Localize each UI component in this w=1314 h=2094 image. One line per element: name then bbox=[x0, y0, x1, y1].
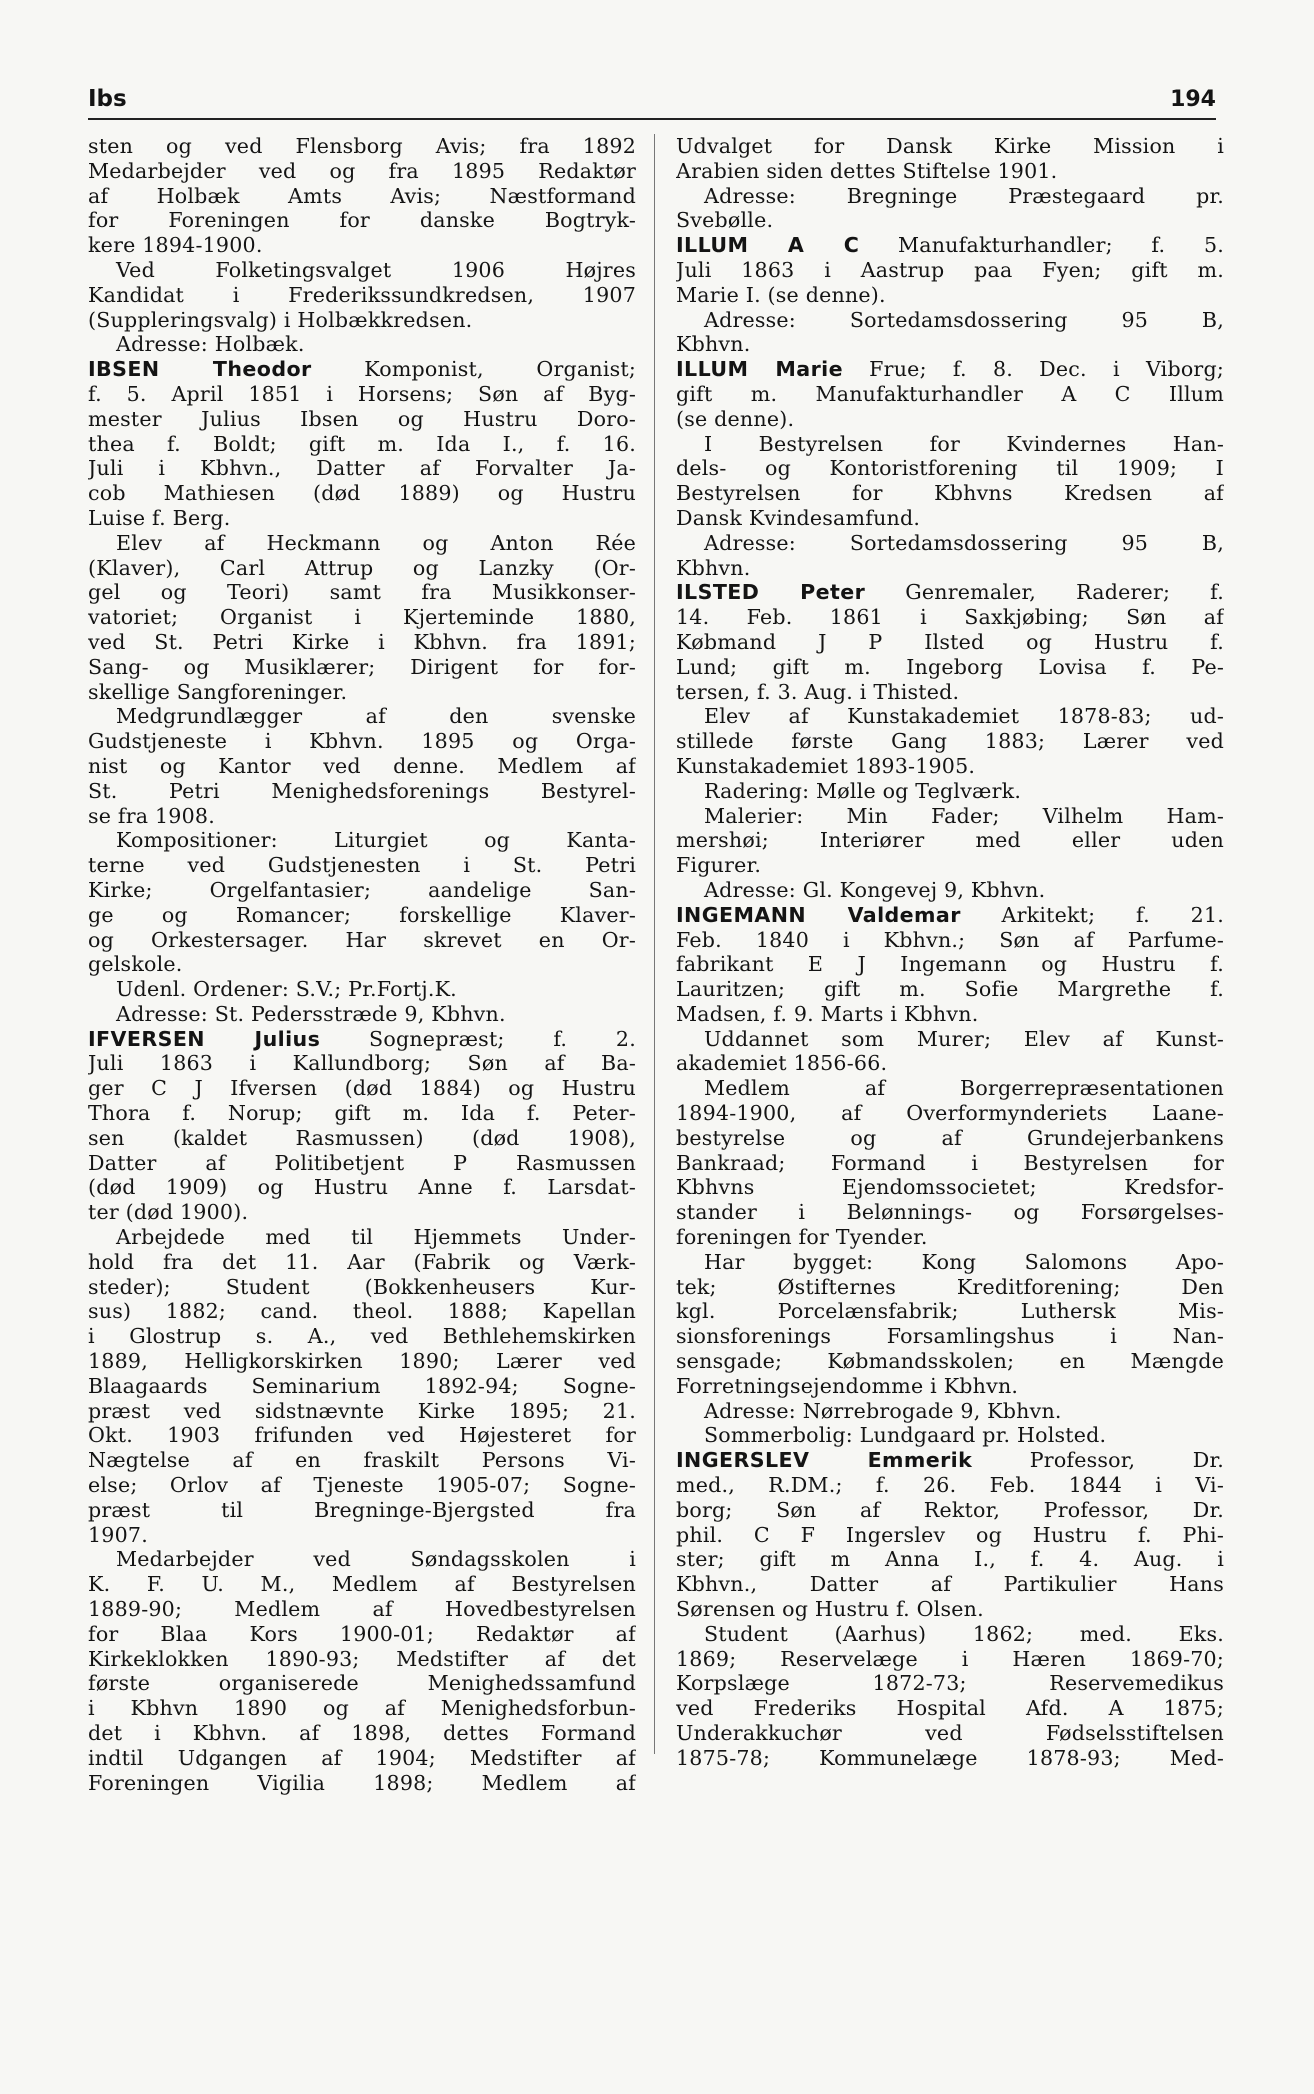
line-text: Figurer. bbox=[676, 853, 762, 878]
text-line bbox=[676, 1076, 1224, 1101]
text-line bbox=[676, 432, 1224, 457]
line-text: skellige Sangforeninger. bbox=[88, 679, 348, 704]
text-line bbox=[88, 556, 636, 581]
line-text: Adresse: Nørrebrogade 9, Kbhvn. bbox=[704, 1398, 1062, 1423]
line-text: Dansk Kvindesamfund. bbox=[676, 505, 921, 530]
text-line bbox=[676, 1225, 1224, 1250]
text-line bbox=[88, 1647, 636, 1672]
line-text: vatoriet; Organist i Kjerteminde 1880, bbox=[88, 605, 636, 630]
text-line bbox=[88, 952, 636, 977]
line-text: ster; gift m Anna I., f. 4. Aug. i bbox=[676, 1547, 1224, 1572]
line-text: ge og Romancer; forskellige Klaver- bbox=[88, 902, 636, 927]
text-line bbox=[676, 1324, 1224, 1349]
line-text: mester Julius Ibsen og Hustru Doro- bbox=[88, 406, 636, 431]
text-line bbox=[676, 680, 1224, 705]
line-text: fabrikant E J Ingemann og Hustru f. bbox=[676, 952, 1224, 977]
line-text: Datter af Politibetjent P Rasmussen bbox=[88, 1150, 636, 1175]
line-text: Kbhvns Ejendomssocietet; Kredsfor- bbox=[676, 1175, 1224, 1200]
line-text: Luise f. Berg. bbox=[88, 505, 231, 530]
text-line bbox=[88, 1051, 636, 1076]
left-column bbox=[88, 134, 636, 2064]
line-text: akademiet 1856-66. bbox=[676, 1051, 888, 1076]
line-text: foreningen for Tyender. bbox=[676, 1225, 928, 1250]
line-text: Foreningen Vigilia 1898; Medlem af bbox=[88, 1770, 636, 1795]
text-line bbox=[88, 1250, 636, 1275]
line-text: Udvalget for Dansk Kirke Mission i bbox=[676, 134, 1224, 158]
line-text: Korpslæge 1872-73; Reservemedikus bbox=[676, 1671, 1224, 1696]
line-text: Nægtelse af en fraskilt Persons Vi- bbox=[88, 1448, 636, 1473]
text-line bbox=[88, 1523, 636, 1548]
line-text: ved Frederiks Hospital Afd. A 1875; bbox=[676, 1696, 1224, 1721]
line-text: I Bestyrelsen for Kvindernes Han- bbox=[704, 431, 1224, 456]
line-text: med., R.DM.; f. 26. Feb. 1844 i Vi- bbox=[676, 1473, 1224, 1498]
text-line bbox=[88, 1349, 636, 1374]
line-text: Lauritzen; gift m. Sofie Margrethe f. bbox=[676, 977, 1224, 1002]
line-text: i Kbhvn 1890 og af Menighedsforbun- bbox=[88, 1696, 636, 1721]
text-line bbox=[676, 952, 1224, 977]
line-text: Medarbejder ved Søndagsskolen i bbox=[116, 1547, 636, 1572]
line-text: (se denne). bbox=[676, 406, 795, 431]
line-text: nist og Kantor ved denne. Medlem af bbox=[88, 753, 636, 778]
line-text: hold fra det 11. Aar (Fabrik og Værk- bbox=[88, 1249, 636, 1274]
text-line bbox=[88, 1126, 636, 1151]
text-line bbox=[676, 630, 1224, 655]
line-text: præst ved sidstnævnte Kirke 1895; 21. bbox=[88, 1398, 636, 1423]
text-line bbox=[88, 704, 636, 729]
line-text: tek; Østifternes Kreditforening; Den bbox=[676, 1274, 1224, 1299]
line-text: Sommerbolig: Lundgaard pr. Holsted. bbox=[704, 1423, 1107, 1448]
text-line bbox=[88, 1498, 636, 1523]
text-line bbox=[88, 1671, 636, 1696]
text-line bbox=[88, 977, 636, 1002]
text-line bbox=[676, 1349, 1224, 1374]
line-text: Okt. 1903 frifunden ved Højesteret for bbox=[88, 1423, 636, 1448]
text-line bbox=[676, 928, 1224, 953]
line-text: og Orkestersager. Har skrevet en Or- bbox=[88, 927, 636, 952]
text-line bbox=[88, 1324, 636, 1349]
line-text: i Glostrup s. A., ved Bethlehemskirken bbox=[88, 1324, 636, 1349]
line-text: sensgade; Købmandsskolen; en Mængde bbox=[676, 1349, 1224, 1374]
text-line bbox=[88, 1101, 636, 1126]
line-text: Adresse: Holbæk. bbox=[116, 332, 305, 357]
line-text: Uddannet som Murer; Elev af Kunst- bbox=[704, 1026, 1224, 1051]
line-text: første organiserede Menighedssamfund bbox=[88, 1671, 636, 1696]
line-text: Professor, Dr. bbox=[972, 1448, 1224, 1473]
text-line bbox=[88, 779, 636, 804]
line-text: Medgrundlægger af den svenske bbox=[116, 704, 636, 729]
line-text: (død 1909) og Hustru Anne f. Larsdat- bbox=[88, 1175, 636, 1200]
text-line bbox=[88, 853, 636, 878]
text-line bbox=[88, 233, 636, 258]
text-line bbox=[676, 1473, 1224, 1498]
line-text: Arabien siden dettes Stiftelse 1901. bbox=[676, 158, 1058, 183]
text-line bbox=[676, 804, 1224, 829]
line-text: ter (død 1900). bbox=[88, 1200, 249, 1225]
line-text: kere 1894-1900. bbox=[88, 233, 263, 258]
text-line bbox=[676, 878, 1224, 903]
text-line bbox=[88, 1374, 636, 1399]
text-line bbox=[88, 1225, 636, 1250]
line-text: Malerier: Min Fader; Vilhelm Ham- bbox=[704, 803, 1224, 828]
text-line bbox=[88, 456, 636, 481]
line-text: Svebølle. bbox=[676, 208, 774, 233]
line-text: else; Orlov af Tjeneste 1905-07; Sogne- bbox=[88, 1473, 636, 1498]
line-text: Kompositioner: Liturgiet og Kanta- bbox=[116, 828, 636, 853]
text-line bbox=[88, 1448, 636, 1473]
line-text: Kbhvn., Datter af Partikulier Hans bbox=[676, 1572, 1224, 1597]
line-text: Madsen, f. 9. Marts i Kbhvn. bbox=[676, 1001, 979, 1026]
text-line bbox=[676, 506, 1224, 531]
line-text: Manufakturhandler; f. 5. bbox=[859, 233, 1224, 258]
text-line bbox=[676, 1721, 1224, 1746]
line-text: St. Petri Menighedsforenings Bestyrel- bbox=[88, 778, 636, 803]
line-text: Adresse: Sortedamsdossering 95 B, bbox=[704, 307, 1224, 332]
line-text: Lund; gift m. Ingeborg Lovisa f. Pe- bbox=[676, 654, 1224, 679]
text-line bbox=[676, 1101, 1224, 1126]
text-line bbox=[676, 729, 1224, 754]
text-line bbox=[88, 159, 636, 184]
line-text: Adresse: Gl. Kongevej 9, Kbhvn. bbox=[704, 877, 1046, 902]
text-line bbox=[676, 1151, 1224, 1176]
line-text: terne ved Gudstjenesten i St. Petri bbox=[88, 853, 636, 878]
text-line bbox=[88, 208, 636, 233]
line-text: Har bygget: Kong Salomons Apo- bbox=[704, 1249, 1224, 1274]
line-text: Kunstakademiet 1893-1905. bbox=[676, 753, 976, 778]
text-line bbox=[676, 159, 1224, 184]
line-text: Kirke; Orgelfantasier; aandelige San- bbox=[88, 877, 636, 902]
line-text: 1875-78; Kommunelæge 1878-93; Med- bbox=[676, 1745, 1224, 1770]
entry-name: IFVERSEN Julius bbox=[88, 1026, 321, 1051]
text-line bbox=[88, 1151, 636, 1176]
line-text: ved St. Petri Kirke i Kbhvn. fra 1891; bbox=[88, 629, 636, 654]
text-line bbox=[676, 1498, 1224, 1523]
line-text: steder); Student (Bokkenheusers Kur- bbox=[88, 1274, 636, 1299]
text-line bbox=[676, 779, 1224, 804]
line-text: 1907. bbox=[88, 1522, 148, 1547]
text-line bbox=[676, 556, 1224, 581]
entry-name: INGERSLEV Emmerik bbox=[676, 1448, 973, 1473]
line-text: kgl. Porcelænsfabrik; Luthersk Mis- bbox=[676, 1299, 1224, 1324]
text-line bbox=[676, 1250, 1224, 1275]
line-text: Adresse: St. Pedersstræde 9, Kbhvn. bbox=[116, 1001, 506, 1026]
text-line bbox=[88, 1299, 636, 1324]
line-text: Arkitekt; f. 21. bbox=[960, 902, 1224, 927]
line-text: gift m. Manufakturhandler A C Illum bbox=[676, 381, 1224, 406]
text-line bbox=[88, 1002, 636, 1027]
text-line bbox=[88, 432, 636, 457]
text-line bbox=[676, 704, 1224, 729]
line-text: Elev af Heckmann og Anton Rée bbox=[116, 530, 636, 555]
text-line bbox=[676, 828, 1224, 853]
text-line bbox=[676, 1126, 1224, 1151]
text-line bbox=[676, 283, 1224, 308]
text-line bbox=[676, 134, 1224, 159]
line-text: Bestyrelsen for Kbhvns Kredsen af bbox=[676, 481, 1224, 506]
text-line bbox=[88, 1175, 636, 1200]
right-column bbox=[676, 134, 1224, 2064]
text-line bbox=[88, 1399, 636, 1424]
line-text: K. F. U. M., Medlem af Bestyrelsen bbox=[88, 1572, 636, 1597]
line-text: Feb. 1840 i Kbhvn.; Søn af Parfume- bbox=[676, 927, 1224, 952]
line-text: sus) 1882; cand. theol. 1888; Kapellan bbox=[88, 1299, 636, 1324]
line-text: Sang- og Musiklærer; Dirigent for for- bbox=[88, 654, 636, 679]
line-text: 1889-90; Medlem af Hovedbestyrelsen bbox=[88, 1597, 636, 1622]
text-line bbox=[88, 1473, 636, 1498]
entry-head-line bbox=[676, 357, 1224, 382]
text-line bbox=[676, 1051, 1224, 1076]
text-line bbox=[676, 1746, 1224, 1771]
line-text: for Foreningen for danske Bogtryk- bbox=[88, 208, 636, 233]
text-line bbox=[676, 308, 1224, 333]
text-line bbox=[88, 382, 636, 407]
entry-name: ILLUM Marie bbox=[676, 357, 843, 382]
line-text: sten og ved Flensborg Avis; fra 1892 bbox=[88, 134, 636, 158]
line-text: Adresse: Bregninge Præstegaard pr. bbox=[704, 183, 1224, 208]
text-line bbox=[676, 1299, 1224, 1324]
line-text: Thora f. Norup; gift m. Ida f. Peter- bbox=[88, 1101, 636, 1126]
text-line bbox=[88, 481, 636, 506]
text-line bbox=[88, 580, 636, 605]
line-text: thea f. Boldt; gift m. Ida I., f. 16. bbox=[88, 431, 636, 456]
line-text: dels- og Kontoristforening til 1909; I bbox=[676, 456, 1224, 481]
line-text: bestyrelse og af Grundejerbankens bbox=[676, 1125, 1224, 1150]
line-text: det i Kbhvn. af 1898, dettes Formand bbox=[88, 1721, 636, 1745]
text-line bbox=[676, 258, 1224, 283]
text-line bbox=[676, 1275, 1224, 1300]
text-line bbox=[676, 1399, 1224, 1424]
text-line bbox=[676, 1423, 1224, 1448]
text-line bbox=[88, 1597, 636, 1622]
text-line bbox=[88, 804, 636, 829]
text-line bbox=[88, 184, 636, 209]
text-line bbox=[676, 332, 1224, 357]
text-line bbox=[88, 506, 636, 531]
text-line bbox=[88, 134, 636, 159]
text-line bbox=[676, 1374, 1224, 1399]
line-text: tersen, f. 3. Aug. i Thisted. bbox=[676, 679, 960, 704]
text-line bbox=[88, 1423, 636, 1448]
text-line bbox=[676, 1523, 1224, 1548]
text-line bbox=[676, 1027, 1224, 1052]
entry-head-line bbox=[676, 580, 1224, 605]
line-text: stillede første Gang 1883; Lærer ved bbox=[676, 729, 1224, 754]
line-text: Frue; f. 8. Dec. i Viborg; bbox=[842, 357, 1224, 382]
page-header bbox=[88, 78, 1216, 120]
text-line bbox=[676, 407, 1224, 432]
line-text: sionsforenings Forsamlingshus i Nan- bbox=[676, 1324, 1224, 1349]
text-line bbox=[676, 1002, 1224, 1027]
line-text: Forretningsejendomme i Kbhvn. bbox=[676, 1373, 1019, 1398]
text-line bbox=[676, 1622, 1224, 1647]
line-text: 14. Feb. 1861 i Saxkjøbing; Søn af bbox=[676, 605, 1224, 630]
line-text: Blaagaards Seminarium 1892-94; Sogne- bbox=[88, 1373, 636, 1398]
text-line bbox=[676, 456, 1224, 481]
text-line bbox=[676, 481, 1224, 506]
page-number: 194 bbox=[1170, 87, 1216, 112]
text-line bbox=[88, 903, 636, 928]
text-line bbox=[88, 332, 636, 357]
line-text: Juli i Kbhvn., Datter af Forvalter Ja- bbox=[88, 456, 636, 481]
text-line bbox=[676, 208, 1224, 233]
line-text: Kbhvn. bbox=[676, 555, 751, 580]
text-line bbox=[88, 655, 636, 680]
line-text: 1869; Reservelæge i Hæren 1869-70; bbox=[676, 1646, 1224, 1671]
line-text: Medlem af Borgerrepræsentationen bbox=[704, 1076, 1224, 1101]
line-text: se fra 1908. bbox=[88, 803, 215, 828]
line-text: Ved Folketingsvalget 1906 Højres bbox=[116, 257, 636, 282]
text-line bbox=[88, 630, 636, 655]
line-text: Medarbejder ved og fra 1895 Redaktør bbox=[88, 158, 636, 183]
text-line bbox=[88, 531, 636, 556]
text-line bbox=[88, 754, 636, 779]
line-text: sen (kaldet Rasmussen) (død 1908), bbox=[88, 1125, 636, 1150]
text-line bbox=[88, 928, 636, 953]
line-text: Elev af Kunstakademiet 1878-83; ud- bbox=[704, 704, 1224, 729]
entry-head-line bbox=[88, 357, 636, 382]
line-text: Komponist, Organist; bbox=[311, 357, 636, 382]
line-text: Sognepræst; f. 2. bbox=[320, 1026, 636, 1051]
text-line bbox=[88, 1746, 636, 1771]
text-line bbox=[88, 1275, 636, 1300]
text-line bbox=[676, 1597, 1224, 1622]
line-text: (Klaver), Carl Attrup og Lanzky (Or- bbox=[88, 555, 636, 580]
text-line bbox=[676, 1547, 1224, 1572]
entry-head-line bbox=[676, 903, 1224, 928]
line-text: Kirkeklokken 1890-93; Medstifter af det bbox=[88, 1646, 636, 1671]
line-text: Udenl. Ordener: S.V.; Pr.Fortj.K. bbox=[116, 977, 457, 1002]
text-line bbox=[88, 680, 636, 705]
line-text: borg; Søn af Rektor, Professor, Dr. bbox=[676, 1497, 1224, 1522]
text-line bbox=[88, 1721, 636, 1746]
text-line bbox=[676, 1671, 1224, 1696]
line-text: for Blaa Kors 1900-01; Redaktør af bbox=[88, 1621, 636, 1646]
text-line bbox=[676, 655, 1224, 680]
line-text: 1889, Helligkorskirken 1890; Lærer ved bbox=[88, 1349, 636, 1374]
text-line bbox=[88, 828, 636, 853]
line-text: præst til Bregninge-Bjergsted fra bbox=[88, 1497, 636, 1522]
text-line bbox=[88, 729, 636, 754]
text-line bbox=[676, 853, 1224, 878]
text-line bbox=[676, 1200, 1224, 1225]
text-line bbox=[88, 407, 636, 432]
line-text: Radering: Mølle og Teglværk. bbox=[704, 778, 1022, 803]
text-line bbox=[676, 184, 1224, 209]
line-text: stander i Belønnings- og Forsørgelses- bbox=[676, 1200, 1224, 1225]
line-text: Kbhvn. bbox=[676, 332, 751, 357]
text-line bbox=[676, 1175, 1224, 1200]
entry-head-line bbox=[88, 1027, 636, 1052]
text-line bbox=[676, 754, 1224, 779]
text-line bbox=[88, 1547, 636, 1572]
line-text: Købmand J P Ilsted og Hustru f. bbox=[676, 629, 1224, 654]
line-text: Gudstjeneste i Kbhvn. 1895 og Orga- bbox=[88, 729, 636, 754]
line-text: af Holbæk Amts Avis; Næstformand bbox=[88, 183, 636, 208]
line-text: Juli 1863 i Kallundborg; Søn af Ba- bbox=[88, 1051, 636, 1076]
line-text: cob Mathiesen (død 1889) og Hustru bbox=[88, 481, 636, 506]
text-line bbox=[88, 878, 636, 903]
line-text: f. 5. April 1851 i Horsens; Søn af Byg- bbox=[88, 381, 636, 406]
line-text: Marie I. (se denne). bbox=[676, 282, 886, 307]
text-line bbox=[88, 1200, 636, 1225]
line-text: indtil Udgangen af 1904; Medstifter af bbox=[88, 1745, 636, 1770]
text-line bbox=[676, 382, 1224, 407]
line-text: Bankraad; Formand i Bestyrelsen for bbox=[676, 1150, 1224, 1175]
line-text: Student (Aarhus) 1862; med. Eks. bbox=[704, 1621, 1224, 1646]
line-text: (Suppleringsvalg) i Holbækkredsen. bbox=[88, 307, 473, 332]
entry-name: INGEMANN Valdemar bbox=[676, 902, 961, 927]
entry-name: ILSTED Peter bbox=[676, 580, 866, 605]
line-text: Kandidat i Frederikssundkredsen, 1907 bbox=[88, 282, 636, 307]
line-text: Juli 1863 i Aastrup paa Fyen; gift m. bbox=[676, 257, 1224, 282]
text-line bbox=[88, 1076, 636, 1101]
line-text: Adresse: Sortedamsdossering 95 B, bbox=[704, 530, 1224, 555]
line-text: ger C J Ifversen (død 1884) og Hustru bbox=[88, 1076, 636, 1101]
line-text: phil. C F Ingerslev og Hustru f. Phi- bbox=[676, 1522, 1224, 1547]
line-text: Sørensen og Hustru f. Olsen. bbox=[676, 1597, 984, 1622]
line-text: gelskole. bbox=[88, 952, 183, 977]
line-text: Genremaler, Raderer; f. bbox=[865, 580, 1224, 605]
line-text: 1894-1900, af Overformynderiets Laane- bbox=[676, 1101, 1224, 1126]
text-line bbox=[676, 531, 1224, 556]
running-head: Ibs bbox=[88, 86, 127, 112]
text-line bbox=[88, 308, 636, 333]
text-line bbox=[676, 605, 1224, 630]
line-text: mershøi; Interiører med eller uden bbox=[676, 828, 1224, 853]
text-line bbox=[676, 1572, 1224, 1597]
line-text: Underakkuchør ved Fødselsstiftelsen bbox=[676, 1721, 1224, 1745]
entry-head-line bbox=[676, 1448, 1224, 1473]
line-text: Arbejdede med til Hjemmets Under- bbox=[116, 1225, 636, 1250]
entry-head-line bbox=[676, 233, 1224, 258]
text-line bbox=[88, 1622, 636, 1647]
text-line bbox=[676, 1696, 1224, 1721]
entry-name: ILLUM A C bbox=[676, 233, 860, 258]
text-line bbox=[676, 977, 1224, 1002]
text-line bbox=[88, 283, 636, 308]
text-line bbox=[88, 1572, 636, 1597]
line-text: gel og Teori) samt fra Musikkonser- bbox=[88, 580, 636, 605]
column-divider bbox=[654, 134, 655, 1754]
text-line bbox=[88, 605, 636, 630]
text-line bbox=[676, 1647, 1224, 1672]
text-line bbox=[88, 258, 636, 283]
text-line bbox=[88, 1696, 636, 1721]
entry-name: IBSEN Theodor bbox=[88, 357, 312, 382]
text-line bbox=[88, 1771, 636, 1796]
